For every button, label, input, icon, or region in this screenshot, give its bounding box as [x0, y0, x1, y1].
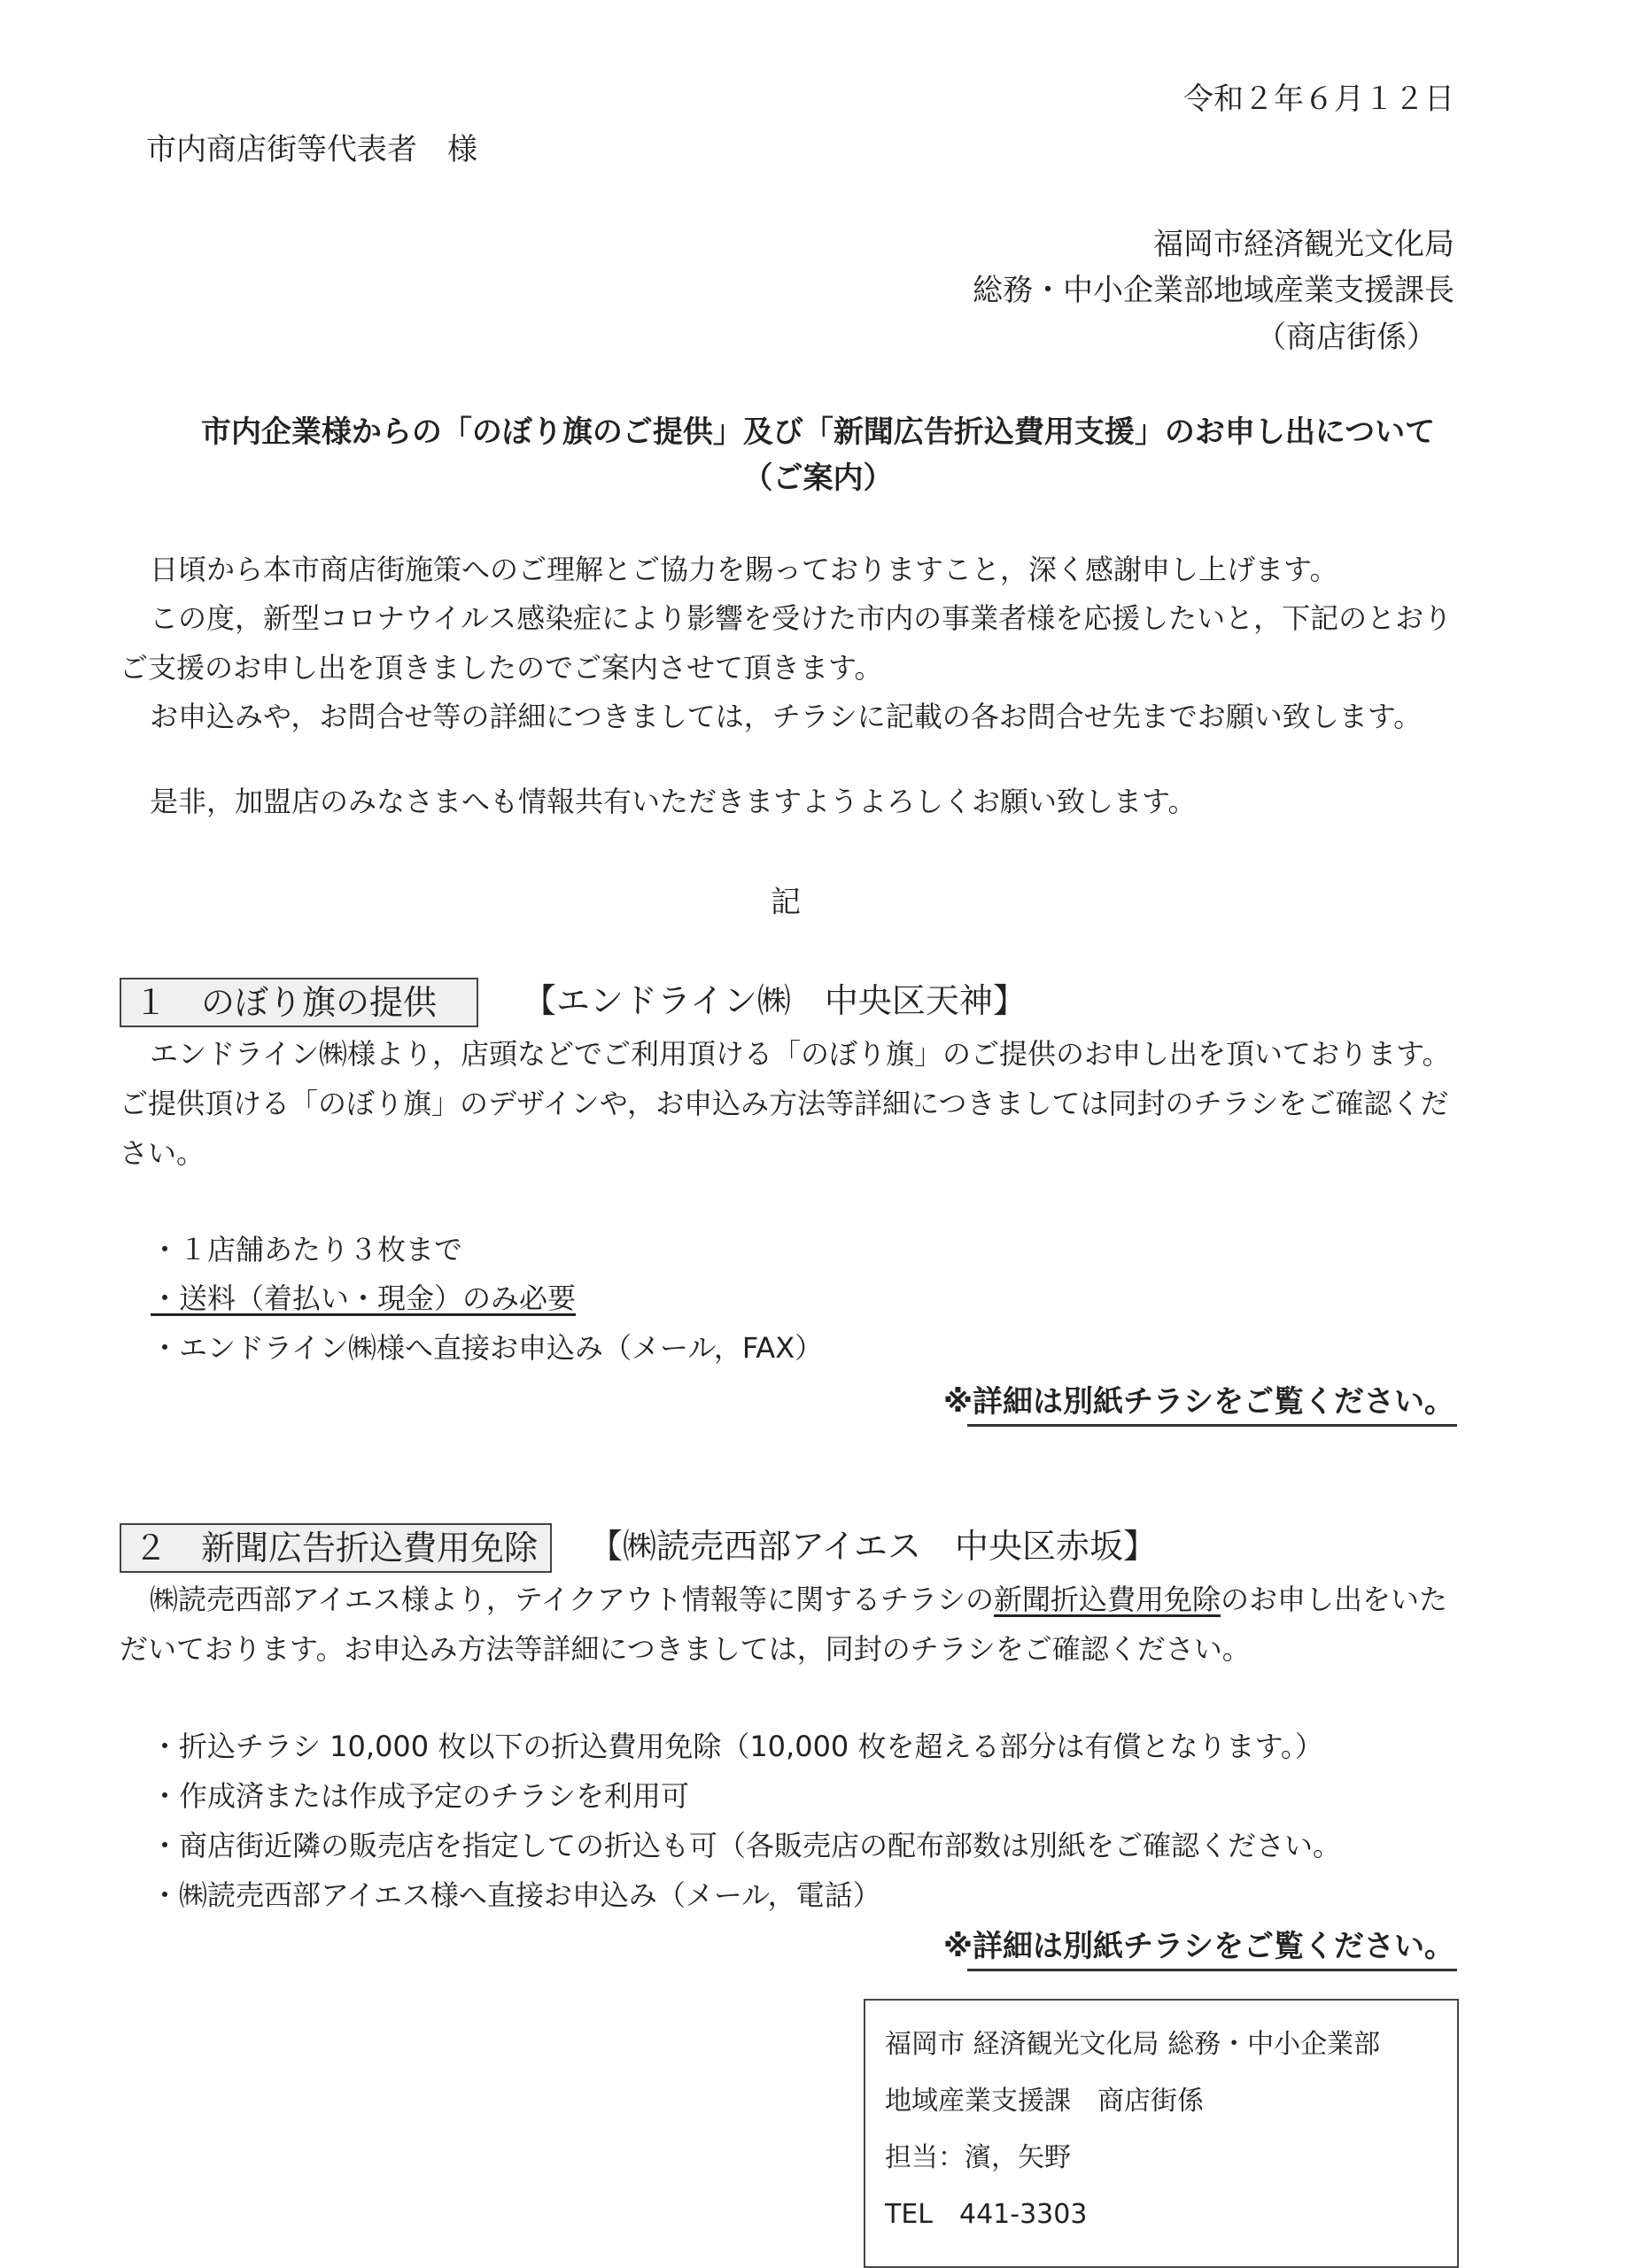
section2-company: 【㈱読売西部アイエス 中央区赤坂】 [589, 1527, 1158, 1566]
document-date: 令和２年６月１２日 [1183, 81, 1454, 117]
intro-paragraph [120, 692, 1466, 741]
sender-section: （商店街係） [1256, 320, 1437, 355]
section2-note: ※詳細は別紙チラシをご覧ください。 [942, 1929, 1454, 1964]
intro-paragraph-text: この度，新型コロナウイルス感染症により影響を受けた市内の事業者様を応援したいと，下記のとおりご支援のお申し出を頂きましたのでご案内させて頂きます。 [120, 601, 1453, 685]
intro-paragraph [120, 545, 1466, 594]
section2-bullet: ・折込チラシ 10,000 枚以下の折込費用免除（10,000 枚を超える部分は有償となります。） [151, 1730, 1323, 1763]
section1-company: 【エンドライン㈱ 中央区天神】 [523, 981, 1027, 1020]
section1-body-text: エンドライン㈱様より，店頭などでご利用頂ける「のぼり旗」のご提供のお申し出を頂いております。ご提供頂ける「のぼり旗」のデザインや，お申込み方法等詳細につきましては同封のチラシをご確認ください。 [120, 1037, 1451, 1170]
section2-bullet: ・作成済または作成予定のチラシを利用可 [151, 1779, 690, 1813]
contact-box [864, 1999, 1459, 2268]
section2-body-text: ㈱読売西部アイエス様より，テイクアウト情報等に関するチラシの [150, 1583, 994, 1616]
sender-department: 福岡市経済観光文化局 [1153, 227, 1454, 262]
section2-note-underline [967, 1969, 1457, 1971]
intro-paragraph [120, 777, 1466, 826]
section2-bullet: ・商店街近隣の販売店を指定しての折込も可（各販売店の配布部数は別紙をご確認ください。 [151, 1829, 1342, 1862]
document-subtitle: （ご案内） [742, 461, 894, 496]
section1-body [120, 1029, 1462, 1178]
intro-paragraph-text: 是非，加盟店のみなさまへも情報共有いただきますようよろしくお願い致します。 [150, 785, 1197, 818]
section1-bullet: ・１店舗あたり３枚まで [151, 1233, 463, 1266]
section1-note: ※詳細は別紙チラシをご覧ください。 [942, 1384, 1454, 1420]
section1-bullet: ・エンドライン㈱様へ直接お申込み（メール，FAX） [151, 1331, 824, 1365]
intro-paragraph-text: 日頃から本市商店街施策へのご理解とご協力を賜っておりますこと，深く感謝申し上げます。 [150, 553, 1338, 586]
section2-bullet: ・㈱読売西部アイエス様へ直接お申込み（メール，電話） [151, 1878, 881, 1912]
section1-heading: １ のぼり旗の提供 [120, 978, 478, 1027]
section2-body [120, 1575, 1462, 1674]
section2-body-text: のお申し出をいただいております。お申込み方法等詳細につきましては，同封のチラシをご確認ください。 [120, 1583, 1447, 1666]
ki-marker: 記 [771, 885, 801, 920]
section2-heading: ２ 新聞広告折込費用免除 [120, 1523, 552, 1573]
contact-line: 担当：濱，矢野 [885, 2142, 1071, 2173]
intro-paragraph-text: お申込みや，お問合せ等の詳細につきましては，チラシに記載の各お問合せ先までお願い致します。 [150, 700, 1423, 733]
section1-bullet: ・送料（着払い・現金）のみ必要 [151, 1281, 577, 1315]
section1-note-underline [967, 1424, 1457, 1427]
contact-line: 福岡市 経済観光文化局 総務・中小企業部 [885, 2029, 1381, 2060]
section2-body-underlined: 新聞折込費用免除 [993, 1583, 1221, 1616]
intro-paragraph [120, 593, 1466, 693]
contact-line: 地域産業支援課 商店街係 [885, 2086, 1204, 2117]
sender-title: 総務・中小企業部地域産業支援課長 [973, 273, 1454, 308]
contact-phone: TEL 441-3303 [885, 2199, 1088, 2230]
addressee: 市内商店街等代表者 様 [146, 132, 477, 167]
document-title: 市内企業様からの「のぼり旗のご提供」及び「新聞広告折込費用支援」のお申し出について [200, 414, 1436, 450]
